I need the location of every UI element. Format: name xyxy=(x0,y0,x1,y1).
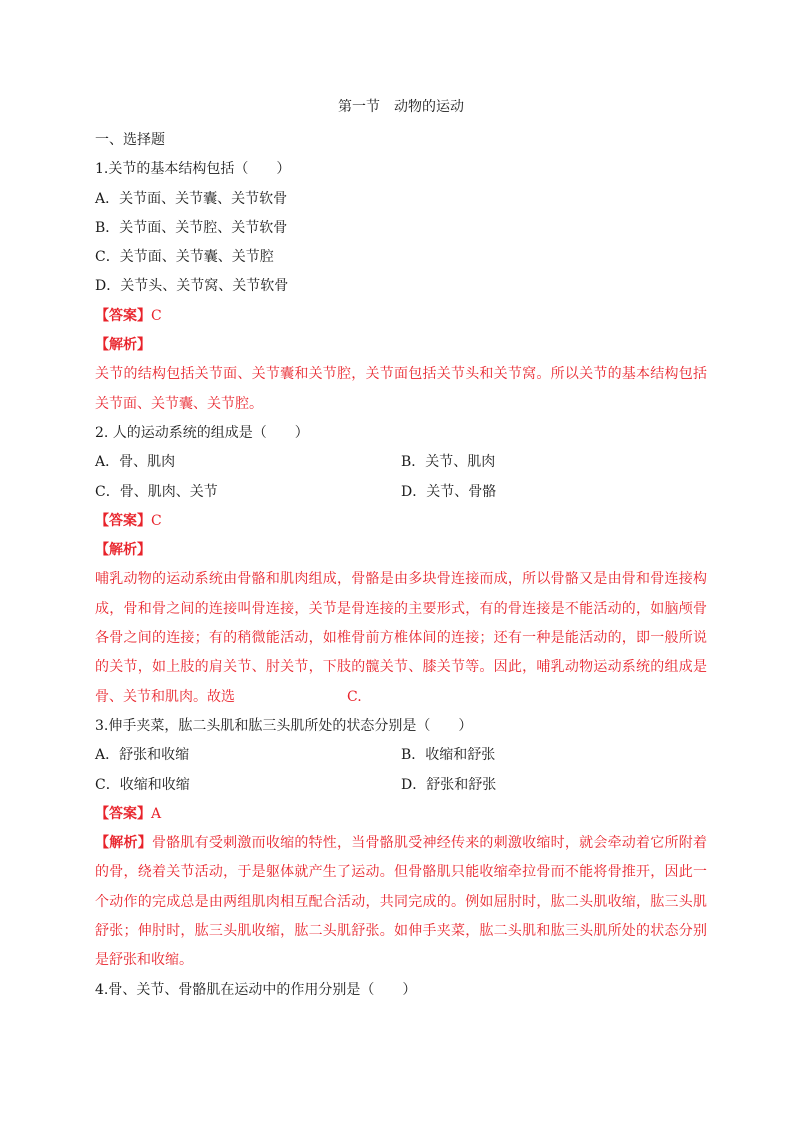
analysis-text: 关节的结构包括关节面、关节囊和关节腔，关节面包括关节头和关节窝。所以关节的基本结构包括关节面、关节囊、关节腔。 xyxy=(95,366,707,412)
option-row xyxy=(95,771,707,800)
analysis-label: 【解析】 xyxy=(95,337,151,354)
analysis-text xyxy=(95,565,707,711)
option-row xyxy=(95,741,707,770)
option-a: A．骨、肌肉 xyxy=(95,454,176,471)
answer-label: 【答案】 xyxy=(95,512,151,529)
analysis-body: 骨骼肌有受刺激而收缩的特性，当骨骼肌受神经传来的刺激收缩时，就会牵动着它所附着的骨，绕着关节活动，于是躯体就产生了运动。但骨骼肌只能收缩牵拉骨而不能将骨推开，因此一个动作的完成总是由两组肌肉相互配合活动，共同完成的。例如屈肘时，肱二头肌收缩，肱三头肌舒张；伸肘时，肱三头肌收缩，肱二头肌舒张。如伸手夹菜，肱二头肌和肱三头肌所处的状态分别是舒张和收缩。 xyxy=(95,835,707,969)
analysis-label: 【解析】 xyxy=(95,835,152,852)
question-stem: 2. 人的运动系统的组成是（ ） xyxy=(95,424,309,441)
analysis-text xyxy=(95,829,707,975)
option-b: B．收缩和舒张 xyxy=(401,747,496,764)
question-1 xyxy=(95,155,707,419)
question-3 xyxy=(95,712,707,976)
option-d: D．关节头、关节窝、关节软骨 xyxy=(95,278,289,295)
option-c: C．骨、肌肉、关节 xyxy=(95,483,218,500)
option-b: B．关节面、关节腔、关节软骨 xyxy=(95,219,288,236)
question-stem: 4.骨、关节、骨骼肌在运动中的作用分别是（ ） xyxy=(95,981,417,998)
answer-line xyxy=(95,302,707,331)
question-4 xyxy=(95,976,707,1005)
answer-label: 【答案】 xyxy=(95,307,151,324)
answer-line xyxy=(95,507,707,536)
option-c: C．收缩和收缩 xyxy=(95,776,190,793)
question-stem: 1.关节的基本结构包括（ ） xyxy=(95,161,291,178)
option-c: C．关节面、关节囊、关节腔 xyxy=(95,249,274,266)
option-row xyxy=(95,448,707,477)
answer-value: C xyxy=(151,512,162,529)
answer-line xyxy=(95,800,707,829)
question-2 xyxy=(95,419,707,712)
option-d: D．舒张和舒张 xyxy=(401,776,497,793)
answer-label: 【答案】 xyxy=(95,805,151,822)
option-a: A．舒张和收缩 xyxy=(95,747,190,764)
analysis-end: C. xyxy=(347,688,362,705)
page-title: 第一节 动物的运动 xyxy=(338,99,464,115)
analysis-body: 哺乳动物的运动系统由骨骼和肌肉组成，骨骼是由多块骨连接而成，所以骨骼又是由骨和骨连接构成，骨和骨之间的连接叫骨连接，关节是骨连接的主要形式，有的骨连接是不能活动的，如脑颅骨各骨之间的连接；有的稍微能活动，如椎骨前方椎体间的连接；还有一种是能活动的，即一般所说的关节，如上肢的肩关节、肘关节，下肢的髋关节、膝关节等。因此，哺乳动物运动系统的组成是骨、关节和肌肉。故选 xyxy=(95,571,707,705)
section-heading: 一、选择题 xyxy=(95,132,165,148)
answer-value: C xyxy=(151,307,162,324)
document-content xyxy=(95,96,707,1005)
answer-value: A xyxy=(151,805,162,822)
option-a: A．关节面、关节囊、关节软骨 xyxy=(95,190,288,207)
option-row xyxy=(95,478,707,507)
option-d: D．关节、骨骼 xyxy=(401,483,497,500)
analysis-label: 【解析】 xyxy=(95,542,151,559)
option-b: B．关节、肌肉 xyxy=(401,454,496,471)
question-stem: 3.伸手夹菜，肱二头肌和肱三头肌所处的状态分别是（ ） xyxy=(95,717,473,734)
